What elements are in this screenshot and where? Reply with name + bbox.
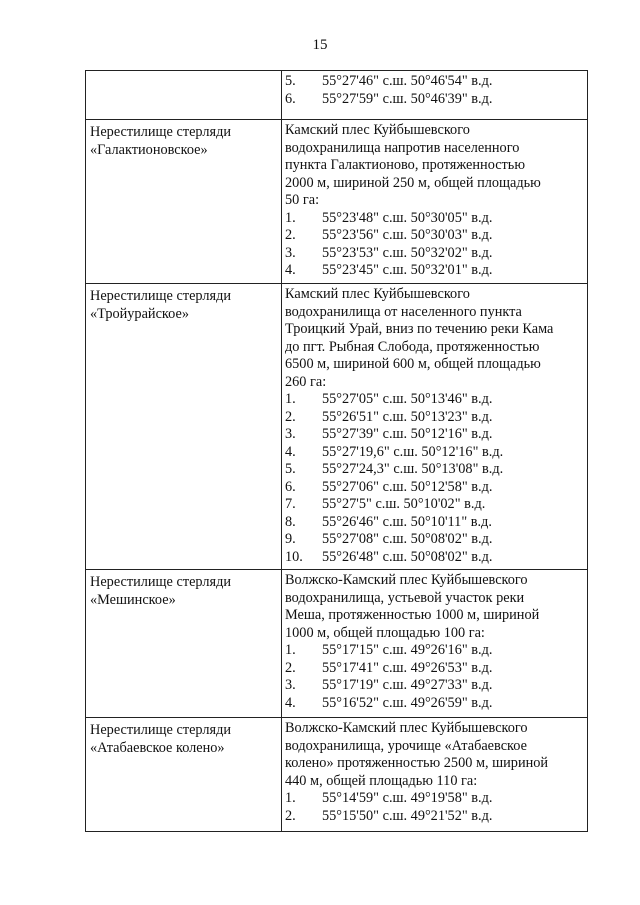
- coordinate-number: 3.: [285, 426, 296, 442]
- coordinate-number: 2.: [285, 227, 296, 243]
- coordinate-value: 55°27'46" с.ш. 50°46'54" в.д.: [322, 73, 493, 89]
- site-name-cell: [86, 284, 282, 570]
- site-name: Нерестилище стерляди «Атабаевское колено»: [90, 722, 232, 756]
- coordinate-list: [285, 790, 587, 825]
- coordinate-value: 55°26'46" с.ш. 50°10'11" в.д.: [322, 513, 492, 530]
- site-name: Нерестилище стерляди «Галактионовское»: [90, 124, 232, 158]
- site-name-cell: [86, 570, 282, 718]
- coordinate-number: 5.: [285, 461, 296, 477]
- coordinate-item: [285, 391, 587, 409]
- coordinate-value: 55°23'53" с.ш. 50°32'02" в.д.: [322, 244, 493, 261]
- site-description: Волжско-Камский плес Куйбышевского водохранилища, урочище «Атабаевское колено» протяженностью 2500 м, шириной 440 м, общей площадью 110 га:: [285, 720, 549, 789]
- coordinate-number: 1.: [285, 391, 296, 407]
- coordinate-list: [285, 73, 587, 108]
- coordinate-value: 55°27'19,6" с.ш. 50°12'16" в.д.: [322, 443, 504, 460]
- coordinate-item: [285, 660, 587, 678]
- coordinate-value: 55°26'48" с.ш. 50°08'02" в.д.: [322, 548, 493, 565]
- coordinate-item: [285, 695, 587, 713]
- coordinate-value: 55°27'05" с.ш. 50°13'46" в.д.: [322, 391, 493, 407]
- table-row: [86, 570, 588, 718]
- coordinate-item: [285, 461, 587, 479]
- coordinate-item: [285, 808, 587, 826]
- coordinate-number: 1.: [285, 790, 296, 806]
- coordinate-item: [285, 677, 587, 695]
- coordinate-number: 7.: [285, 496, 296, 512]
- coordinate-number: 5.: [285, 73, 296, 89]
- site-description-cell: [282, 718, 588, 832]
- coordinate-number: 9.: [285, 531, 296, 547]
- table-row: [86, 120, 588, 284]
- coordinate-number: 3.: [285, 244, 296, 261]
- coordinate-number: 6.: [285, 90, 296, 107]
- site-description: Камский плес Куйбышевского водохранилища напротив населенного пункта Галактионово, протяженностью 2000 м, шириной 250 м, общей площадью 50 га:: [285, 122, 541, 208]
- coordinate-value: 55°16'52" с.ш. 49°26'59" в.д.: [322, 694, 493, 711]
- coordinate-item: [285, 790, 587, 808]
- site-description-cell: [282, 284, 588, 570]
- coordinate-item: [285, 642, 587, 660]
- coordinate-item: [285, 514, 587, 532]
- coordinate-value: 55°27'39" с.ш. 50°12'16" в.д.: [322, 426, 493, 442]
- coordinate-number: 2.: [285, 807, 296, 824]
- coordinate-number: 4.: [285, 694, 296, 711]
- coordinate-number: 4.: [285, 262, 296, 278]
- table-row: [86, 284, 588, 570]
- site-description: Волжско-Камский плес Куйбышевского водохранилища, устьевой участок реки Меша, протяженностью 1000 м, шириной 1000 м, общей площадью 100 га:: [285, 572, 540, 641]
- coordinate-item: [285, 549, 587, 567]
- coordinate-number: 2.: [285, 408, 296, 425]
- coordinate-item: [285, 531, 587, 549]
- coordinate-number: 1.: [285, 209, 296, 226]
- page-number: 15: [312, 37, 328, 53]
- site-name: Нерестилище стерляди «Мешинское»: [90, 574, 232, 608]
- coordinate-value: 55°27'06" с.ш. 50°12'58" в.д.: [322, 478, 493, 495]
- coordinate-value: 55°17'41" с.ш. 49°26'53" в.д.: [322, 659, 493, 676]
- coordinate-item: [285, 73, 587, 91]
- coordinate-value: 55°17'15" с.ш. 49°26'16" в.д.: [322, 642, 493, 658]
- table-body: [86, 71, 588, 832]
- coordinate-value: 55°27'08" с.ш. 50°08'02" в.д.: [322, 531, 493, 547]
- coordinate-value: 55°14'59" с.ш. 49°19'58" в.д.: [322, 790, 493, 806]
- coordinate-item: [285, 210, 587, 228]
- coordinate-number: 6.: [285, 478, 296, 495]
- coordinate-value: 55°17'19" с.ш. 49°27'33" в.д.: [322, 677, 493, 693]
- coordinate-item: [285, 245, 587, 263]
- table-row: [86, 71, 588, 120]
- coordinate-value: 55°23'56" с.ш. 50°30'03" в.д.: [322, 227, 493, 243]
- coordinate-value: 55°26'51" с.ш. 50°13'23" в.д.: [322, 408, 493, 425]
- coordinate-item: [285, 409, 587, 427]
- coordinate-number: 10.: [285, 548, 303, 565]
- site-name: Нерестилище стерляди «Тройурайское»: [90, 288, 232, 322]
- coordinate-number: 4.: [285, 443, 296, 460]
- coordinate-value: 55°27'59" с.ш. 50°46'39" в.д.: [322, 90, 493, 107]
- coordinate-number: 1.: [285, 642, 296, 658]
- coordinate-value: 55°15'50" с.ш. 49°21'52" в.д.: [322, 807, 493, 824]
- site-name-cell: [86, 718, 282, 832]
- table-row: [86, 718, 588, 832]
- coordinate-value: 55°23'48" с.ш. 50°30'05" в.д.: [322, 209, 493, 226]
- coordinate-item: [285, 496, 587, 514]
- spawning-grounds-table: [85, 70, 588, 832]
- coordinate-number: 2.: [285, 659, 296, 676]
- coordinate-item: [285, 91, 587, 109]
- coordinate-item: [285, 444, 587, 462]
- site-name-cell: [86, 71, 282, 120]
- coordinate-list: [285, 391, 587, 566]
- coordinate-list: [285, 642, 587, 712]
- coordinate-item: [285, 262, 587, 280]
- coordinate-item: [285, 426, 587, 444]
- site-description-cell: [282, 120, 588, 284]
- site-description-cell: [282, 71, 588, 120]
- coordinate-list: [285, 210, 587, 280]
- coordinate-value: 55°27'5" с.ш. 50°10'02" в.д.: [322, 496, 486, 512]
- site-description: Камский плес Куйбышевского водохранилища от населенного пункта Троицкий Урай, вниз по течению реки Кама до пгт. Рыбная Слобода, протяженностью 6500 м, шириной 600 м, общей площадью 260 га:: [285, 286, 554, 390]
- coordinate-number: 8.: [285, 513, 296, 530]
- coordinate-value: 55°27'24,3" с.ш. 50°13'08" в.д.: [322, 461, 504, 477]
- site-name-cell: [86, 120, 282, 284]
- site-description-cell: [282, 570, 588, 718]
- coordinate-value: 55°23'45" с.ш. 50°32'01" в.д.: [322, 262, 493, 278]
- coordinate-item: [285, 227, 587, 245]
- coordinate-item: [285, 479, 587, 497]
- coordinate-number: 3.: [285, 677, 296, 693]
